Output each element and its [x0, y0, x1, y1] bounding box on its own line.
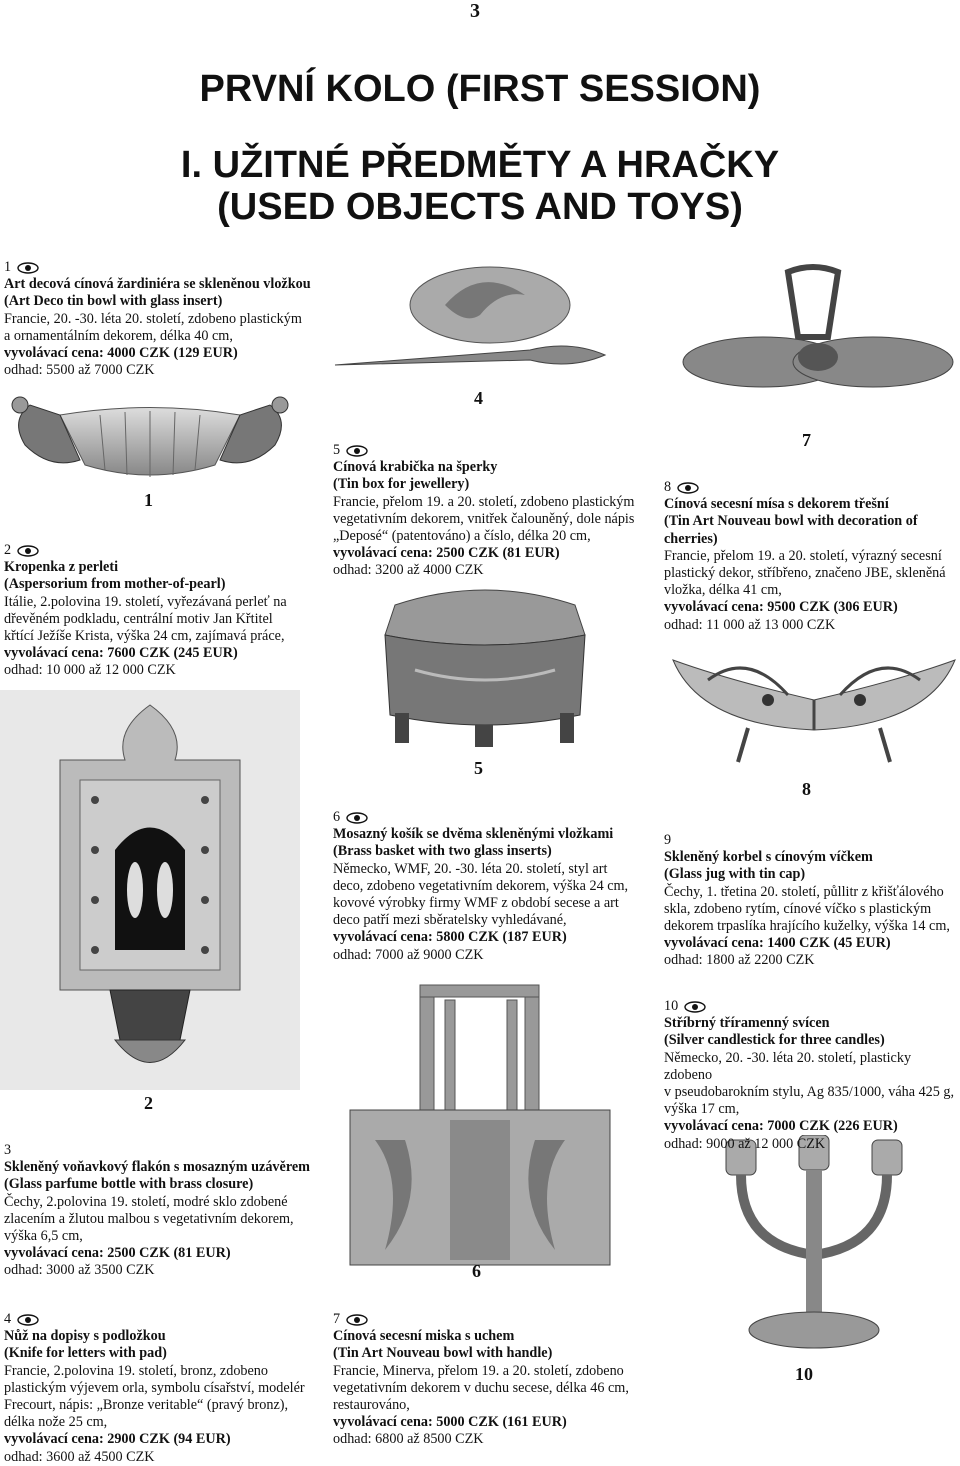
lot-title-cz: Cínová secesní mísa s dekorem třešní [664, 496, 889, 513]
figure-label-7: 7 [802, 430, 811, 450]
lot-desc-line: zlacením a žlutou malbou s vegetativním dekorem, [4, 1210, 294, 1227]
eye-icon [677, 482, 699, 494]
lot-title-cz: Nůž na dopisy s podložkou [4, 1328, 166, 1345]
figure-label-4: 4 [474, 388, 483, 408]
lot-desc-line: Itálie, 2.polovina 19. století, vyřezávaná perleť na [4, 593, 287, 610]
lot-price: vyvolávací cena: 7600 CZK (245 EUR) [4, 645, 238, 662]
lot-7 [333, 1311, 653, 1449]
lot-title-en: (Tin Art Nouveau bowl with handle) [333, 1345, 553, 1362]
eye-icon [346, 812, 368, 824]
figure-4-knife-image [330, 260, 622, 380]
figure-6-basket-image [335, 980, 625, 1280]
figure-10-candlestick-image [668, 1135, 960, 1355]
lot-estimate: odhad: 11 000 až 13 000 CZK [664, 616, 836, 633]
lot-desc-line: Francie, 20. -30. léta 20. století, zdobeno plastickým [4, 310, 302, 327]
figure-label-8: 8 [802, 779, 811, 799]
figure-label-5: 5 [474, 758, 483, 778]
lot-desc-line: dřevěném podkladu, centrální motiv Jan Křtitel [4, 610, 273, 627]
section-title-line1: I. UŽITNÉ PŘEDMĚTY A HRAČKY [180, 144, 780, 186]
lot-title-cz: Art decová cínová žardiniéra se skleněnou vložkou [4, 276, 311, 293]
lot-8 [664, 479, 958, 634]
lot-price: vyvolávací cena: 5800 CZK (187 EUR) [333, 929, 567, 946]
section-title-line2: (USED OBJECTS AND TOYS) [217, 186, 743, 228]
figure-1-bowl-image [0, 390, 300, 500]
lot-desc-line: Německo, WMF, 20. -30. léta 20. století, styl art [333, 860, 608, 877]
lot-number: 6 [333, 809, 341, 825]
lot-desc-line: křtící Ježíše Krista, výška 24 cm, zajímavá práce, [4, 628, 285, 645]
lot-number: 10 [664, 998, 679, 1014]
lot-number: 1 [4, 259, 12, 275]
lot-title-cz: Stříbrný tříramenný svícen [664, 1015, 830, 1032]
lot-estimate: odhad: 7000 až 9000 CZK [333, 946, 484, 963]
lot-desc-line: deco, zdobeno vegetativním dekorem, výška 24 cm, [333, 877, 629, 894]
lot-number: 3 [4, 1142, 12, 1158]
eye-icon [684, 1001, 706, 1013]
lot-estimate: odhad: 10 000 až 12 000 CZK [4, 662, 176, 679]
eye-icon [17, 1314, 39, 1326]
lot-price: vyvolávací cena: 4000 CZK (129 EUR) [4, 345, 238, 362]
lot-desc-line: „Deposé“ (patentováno) a číslo, délka 20 cm, [333, 528, 591, 545]
lot-desc-line: Německo, 20. -30. léta 20. století, plasticky zdobeno [664, 1049, 912, 1083]
lot-estimate: odhad: 3000 až 3500 CZK [4, 1262, 155, 1279]
lot-desc-line: vložka, délka 41 cm, [664, 582, 782, 599]
lot-title-en: (Aspersorium from mother-of-pearl) [4, 576, 226, 593]
figure-5-jewellery-box-image [355, 580, 615, 750]
lot-estimate: odhad: 3200 až 4000 CZK [333, 562, 484, 579]
lot-title-en: (Glass parfume bottle with brass closure) [4, 1176, 254, 1193]
lot-title-en: (Art Deco tin bowl with glass insert) [4, 293, 223, 310]
figure-label-1: 1 [144, 490, 153, 510]
lot-desc-line: Francie, přelom 19. a 20. století, zdobeno plastickým [333, 493, 635, 510]
lot-number: 4 [4, 1311, 12, 1327]
lot-desc-line: výška 17 cm, [664, 1101, 740, 1118]
lot-desc-line: deco patří mezi sběratelsky vyhledávané, [333, 912, 567, 929]
lot-estimate: odhad: 3600 až 4500 CZK [4, 1448, 155, 1465]
lot-10 [664, 998, 958, 1153]
figure-label-6: 6 [472, 1261, 481, 1281]
lot-desc-line: a ornamentálním dekorem, délka 40 cm, [4, 327, 233, 344]
lot-desc-line: plastický dekor, stříbřeno, značeno JBE, skleněná [664, 565, 946, 582]
lot-desc-line: plastickým výjevem orla, symbolu císařství, modelér [4, 1379, 305, 1396]
lot-title-en: (Brass basket with two glass inserts) [333, 843, 552, 860]
lot-title-cz: Cínová krabička na šperky [333, 459, 498, 476]
lot-title-cz: Cínová secesní miska s uchem [333, 1328, 515, 1345]
lot-title-cz: Kropenka z perleti [4, 559, 119, 576]
eye-icon [346, 445, 368, 457]
lot-desc-line: vegetativním dekorem, vnitřek čalouněný, dole nápis [333, 510, 635, 527]
lot-title-en: (Tin Art Nouveau bowl with decoration of cherries) [664, 513, 918, 547]
lot-estimate: odhad: 9000 až 12 000 CZK [664, 1135, 826, 1152]
lot-number: 2 [4, 542, 12, 558]
lot-estimate: odhad: 1800 až 2200 CZK [664, 952, 815, 969]
lot-number: 9 [664, 832, 672, 848]
lot-desc-line: kovové výrobky firmy WMF z období secese a art [333, 895, 619, 912]
lot-desc-line: Francie, Minerva, přelom 19. a 20. století, zdobeno [333, 1362, 624, 1379]
lot-desc-line: skla, zdobeno rytím, cínové víčko s plastickým [664, 900, 932, 917]
lot-title-en: (Knife for letters with pad) [4, 1345, 167, 1362]
lot-1 [4, 259, 324, 379]
lot-desc-line: dekorem trpaslíka hrajícího kuželky, výška 14 cm, [664, 918, 950, 935]
eye-icon [346, 1314, 368, 1326]
lot-desc-line: Čechy, 2.polovina 19. století, modré sklo zdobené [4, 1193, 288, 1210]
section-title [0, 144, 960, 228]
session-title: PRVNÍ KOLO (FIRST SESSION) [199, 68, 761, 110]
lot-6 [333, 809, 653, 964]
lot-title-en: (Glass jug with tin cap) [664, 866, 806, 883]
lot-desc-line: Čechy, 1. třetina 20. století, půllitr z křišťálového [664, 883, 944, 900]
lot-price: vyvolávací cena: 9500 CZK (306 EUR) [664, 599, 898, 616]
figure-label-10: 10 [795, 1364, 813, 1384]
lot-price: vyvolávací cena: 1400 CZK (45 EUR) [664, 935, 891, 952]
figure-label-2: 2 [144, 1093, 153, 1113]
lot-number: 7 [333, 1311, 341, 1327]
lot-price: vyvolávací cena: 2500 CZK (81 EUR) [4, 1245, 231, 1262]
lot-9 [664, 832, 958, 970]
figure-2-aspersorium-image [0, 690, 300, 1090]
lot-3 [4, 1142, 324, 1280]
lot-title-cz: Skleněný voňavkový flakón s mosazným uzávěrem [4, 1159, 310, 1176]
page-number: 3 [470, 0, 480, 22]
lot-estimate: odhad: 6800 až 8500 CZK [333, 1431, 484, 1448]
lot-title-en: (Silver candlestick for three candles) [664, 1032, 885, 1049]
lot-title-cz: Skleněný korbel s cínovým víčkem [664, 849, 873, 866]
lot-number: 8 [664, 479, 672, 495]
lot-desc-line: Frecourt, nápis: „Bronze veritable“ (pravý bronz), [4, 1397, 289, 1414]
lot-desc-line: Francie, 2.polovina 19. století, bronz, zdobeno [4, 1362, 268, 1379]
lot-desc-line: v pseudobarokním stylu, Ag 835/1000, váha 425 g, [664, 1084, 955, 1101]
lot-desc-line: vegetativním dekorem v duchu secese, délka 46 cm, [333, 1379, 629, 1396]
figure-8-cherry-bowl-image [668, 640, 960, 770]
lot-desc-line: Francie, přelom 19. a 20. století, výrazný secesní [664, 547, 942, 564]
lot-2 [4, 542, 324, 680]
lot-price: vyvolávací cena: 5000 CZK (161 EUR) [333, 1414, 567, 1431]
lot-title-en: (Tin box for jewellery) [333, 476, 470, 493]
eye-icon [17, 262, 39, 274]
lot-desc-line: restaurováno, [333, 1397, 410, 1414]
lot-price: vyvolávací cena: 7000 CZK (226 EUR) [664, 1118, 898, 1135]
figure-7-bowl-handle-image [668, 262, 960, 412]
lot-5 [333, 442, 653, 580]
eye-icon [17, 545, 39, 557]
lot-desc-line: délka nože 25 cm, [4, 1414, 108, 1431]
lot-title-cz: Mosazný košík se dvěma skleněnými vložkami [333, 826, 614, 843]
lot-price: vyvolávací cena: 2500 CZK (81 EUR) [333, 545, 560, 562]
lot-number: 5 [333, 442, 341, 458]
lot-4 [4, 1311, 324, 1466]
lot-price: vyvolávací cena: 2900 CZK (94 EUR) [4, 1431, 231, 1448]
lot-estimate: odhad: 5500 až 7000 CZK [4, 362, 155, 379]
lot-desc-line: výška 6,5 cm, [4, 1228, 83, 1245]
